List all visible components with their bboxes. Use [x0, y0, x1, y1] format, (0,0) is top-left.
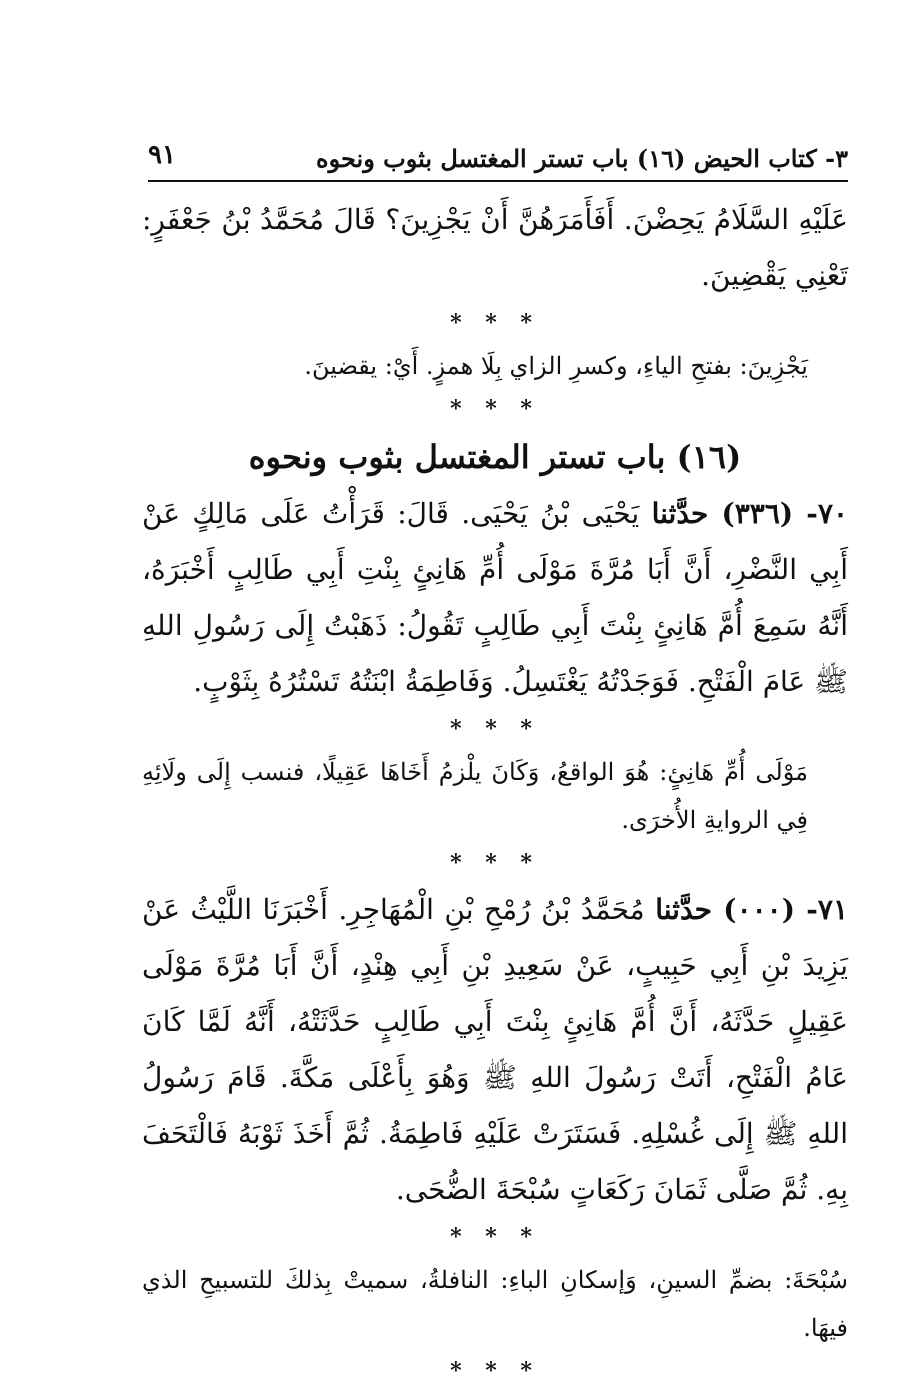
separator-stars: * * *	[450, 1358, 540, 1384]
page-body	[142, 192, 848, 1390]
separator-stars: * * *	[450, 1224, 540, 1250]
footnote: سُبْحَةَ: بضمِّ السينِ، وَإسكانِ الباءِ: النافلةُ، سميتْ بِذلكَ للتسبيحِ الذي فيهَا.	[142, 1266, 848, 1342]
section-title: (١٦) باب تستر المغتسل بثوب ونحوه	[248, 438, 742, 476]
hadith-70	[142, 486, 848, 710]
separator-stars: * * *	[450, 310, 540, 336]
hadith-71	[142, 882, 848, 1218]
separator-stars: * * *	[450, 716, 540, 742]
footnote: مَوْلَى أُمِّ هَانِئٍ: هُوَ الواقعُ، وَكَانَ يلْزمُ أَخَاهَا عَقِيلًا، فنسب إِلَى ولَائِهِ فِي الروايةِ الأُخرَى.	[142, 758, 808, 834]
hadith-number: ٧٠- (٣٣٦) حدَّثنا	[651, 497, 849, 530]
page-number: ٩١	[148, 140, 176, 170]
separator-stars: * * *	[450, 850, 540, 876]
hadith-text: يَحْيَى بْنُ يَحْيَى. قَالَ: قَرَأْتُ عَلَى مَالِكٍ عَنْ أَبِي النَّضْرِ، أَنَّ أَبَا مُرَّةَ مَوْلَى أُمِّ هَانِئٍ بِنْتِ أَبِي طَالِبٍ أَخْبَرَهُ، أَنَّهُ سَمِعَ أُمَّ هَانِئٍ بِنْتَ أَبِي طَالِبٍ تَقُولُ: ذَهَبْتُ إِلَى رَسُولِ اللهِ ﷺ عَامَ الْفَتْحِ. فَوَجَدْتُهُ يَغْتَسِلُ. وَفَاطِمَةُ ابْنَتُهُ تَسْتُرُهُ بِثَوْبٍ.	[142, 497, 848, 698]
hadith-number: ٧١- (٠٠٠) حدَّثنا	[655, 893, 848, 926]
hadith-text: مُحَمَّدُ بْنُ رُمْحِ بْنِ الْمُهَاجِرِ. أَخْبَرَنَا اللَّيْثُ عَنْ يَزِيدَ بْنِ أَبِي حَبِيبٍ، عَنْ سَعِيدِ بْنِ أَبِي هِنْدٍ، أَنَّ أَبَا مُرَّةَ مَوْلَى عَقِيلٍ حَدَّثَهُ، أَنَّ أُمَّ هَانِئٍ بِنْتَ أَبِي طَالِبٍ حَدَّثَتْهُ، أَنَّهُ لَمَّا كَانَ عَامُ الْفَتْحِ، أَتَتْ رَسُولَ اللهِ ﷺ وَهُوَ بِأَعْلَى مَكَّةَ. قَامَ رَسُولُ اللهِ ﷺ إِلَى غُسْلِهِ. فَسَتَرَتْ عَلَيْهِ فَاطِمَةُ. ثُمَّ أَخَذَ ثَوْبَهُ فَالْتَحَفَ بِهِ. ثُمَّ صَلَّى ثَمَانَ رَكَعَاتٍ سُبْحَةَ الضُّحَى.	[142, 893, 848, 1206]
chapter-title: ٣- كتاب الحيض (١٦) باب تستر المغتسل بثوب ونحوه	[316, 144, 848, 173]
hadith-continuation: عَلَيْهِ السَّلَامُ يَحِضْنَ. أَفَأَمَرَهُنَّ أَنْ يَجْزِينَ؟ قَالَ مُحَمَّدُ بْنُ جَعْفَرٍ: تَعْنِي يَقْضِينَ.	[142, 203, 848, 292]
header-divider	[148, 180, 848, 182]
separator-stars: * * *	[450, 396, 540, 422]
running-header	[148, 140, 848, 180]
footnote: يَجْزِينَ: بفتحِ الياءِ، وكسرِ الزاي بِلَا همزٍ. أَيْ: يقضينَ.	[304, 352, 808, 380]
